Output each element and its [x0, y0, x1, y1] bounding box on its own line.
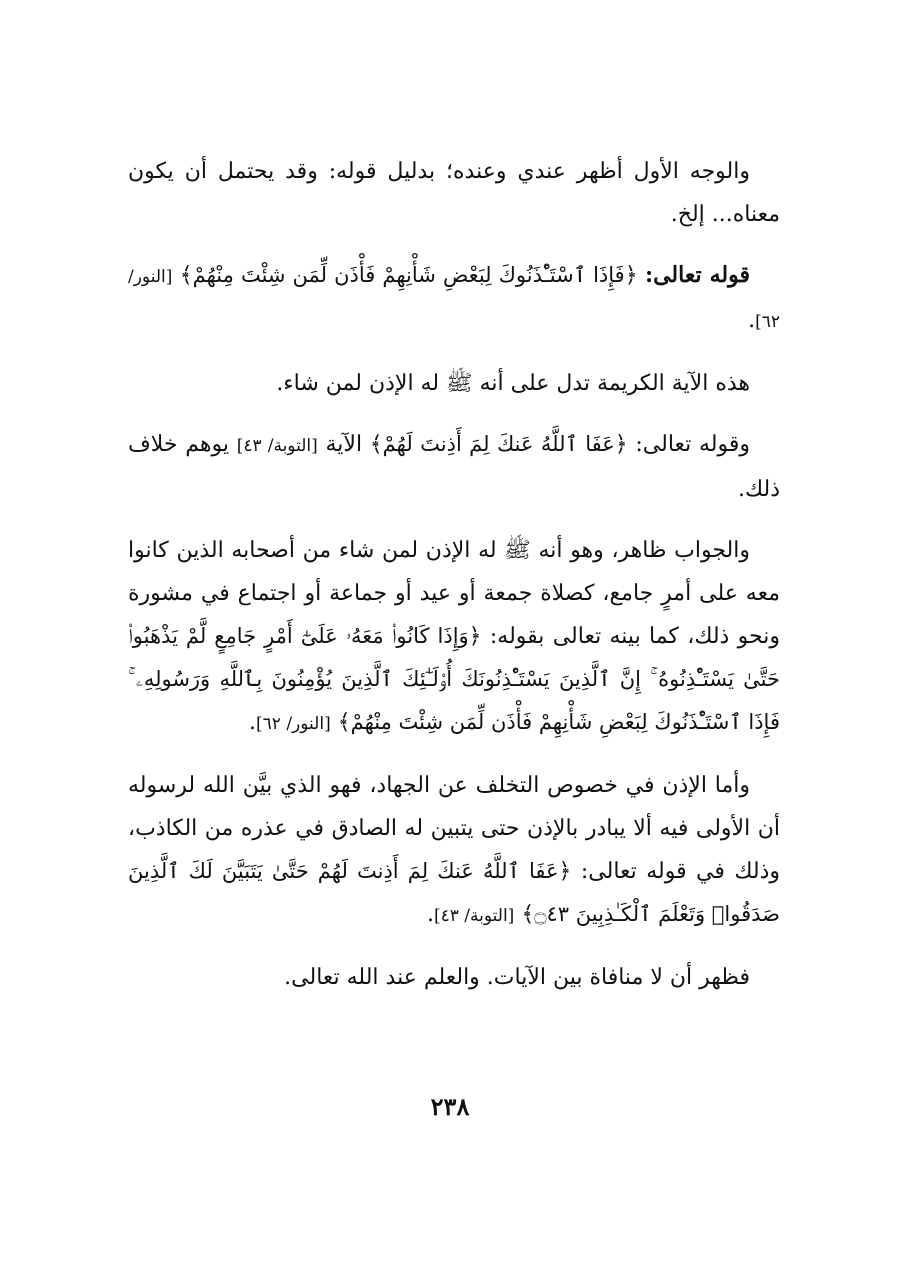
verse-reference: [النور/ ٦٢]: [256, 714, 331, 734]
paragraph-5-text: والجواب ظاهر، وهو أنه ﷺ له الإذن لمن شاء من أصحابه الذين كانوا معه على أمرٍ جامع، كصلاة جمعة أو عيد أو جماعة أو اجتماع في مشورة ونحو ذلك، كما بينه تعالى بقوله:: [128, 538, 780, 649]
sentence-end: .: [426, 902, 434, 927]
paragraph-1: [128, 150, 780, 236]
paragraph-3: [128, 362, 780, 405]
open-bracket: ﴿: [468, 624, 482, 649]
verse-reference: [النور/ ٦٢]: [128, 267, 780, 332]
paragraph-6: [128, 764, 780, 938]
open-bracket: ﴿: [614, 432, 628, 457]
verse-intro: وقوله تعالى:: [635, 432, 750, 457]
quran-verse: عَفَا ٱللَّهُ عَنكَ لِمَ أَذِنتَ لَهُمْ: [382, 432, 615, 456]
page-number: ٢٣٨: [430, 1092, 470, 1121]
sentence-end: .: [249, 710, 257, 735]
paragraph-4-end: يوهم خلاف ذلك.: [128, 432, 780, 502]
open-bracket: ﴿: [558, 859, 572, 884]
verse-label: الآية: [325, 432, 363, 457]
quran-verse: وَإِذَا كَانُوا۟ مَعَهُۥ عَلَىٰٓ أَمْرٍ جَامِعٍ لَّمْ يَذْهَبُوا۟ حَتَّىٰ يَسْتَـْٔذِنُوهُ ۚ إِنَّ ٱلَّذِينَ يَسْتَـْٔذِنُونَكَ أُو۟لَـٰٓئِكَ ٱلَّذِينَ يُؤْمِنُونَ بِٱللَّهِ وَرَسُولِهِۦ ۚ فَإِذَا ٱسْتَـْٔذَنُوكَ لِبَعْضِ شَأْنِهِمْ فَأْذَن لِّمَن شِئْتَ مِنْهُمْ: [128, 624, 780, 734]
close-bracket: ﴾: [179, 263, 193, 288]
paragraph-3-text: هذه الآية الكريمة تدل على أنه ﷺ له الإذن لمن شاء.: [276, 371, 750, 396]
paragraph-7-text: فظهر أن لا منافاة بين الآيات. والعلم عند الله تعالى.: [284, 965, 750, 990]
paragraph-7: [128, 956, 780, 999]
paragraph-1-text: والوجه الأول أظهر عندي وعنده؛ بدليل قوله: وقد يحتمل أن يكون معناه... إلخ.: [128, 159, 780, 227]
paragraph-5: [128, 529, 780, 746]
paragraph-6-text: وأما الإذن في خصوص التخلف عن الجهاد، فهو الذي بيَّن الله لرسوله أن الأولى فيه ألا يبادر بالإذن حتى يتبين له الصادق في عذره من الكاذب، وذلك في قوله تعالى:: [128, 773, 780, 884]
quran-verse: فَإِذَا ٱسْتَـْٔذَنُوكَ لِبَعْضِ شَأْنِهِمْ فَأْذَن لِّمَن شِئْتَ مِنْهُمْ: [192, 263, 625, 287]
page-body: [128, 150, 780, 1017]
verse-intro: قوله تعالى:: [644, 262, 750, 288]
close-bracket: ﴾: [337, 710, 351, 735]
close-bracket: ﴾: [369, 432, 383, 457]
verse-reference: [التوبة/ ٤٣]: [236, 436, 318, 456]
open-bracket: ﴿: [624, 263, 638, 288]
close-bracket: ﴾: [521, 902, 535, 927]
sentence-end: .: [748, 308, 756, 333]
paragraph-2: [128, 254, 780, 344]
verse-reference: [التوبة/ ٤٣]: [433, 906, 515, 926]
paragraph-4: [128, 423, 780, 511]
quran-verse: عَفَا ٱللَّهُ عَنكَ لِمَ أَذِنتَ لَهُمْ حَتَّىٰ يَتَبَيَّنَ لَكَ ٱلَّذِينَ صَدَقُوا۟ وَتَعْلَمَ ٱلْكَـٰذِبِينَ ۝٤٣: [128, 859, 780, 926]
